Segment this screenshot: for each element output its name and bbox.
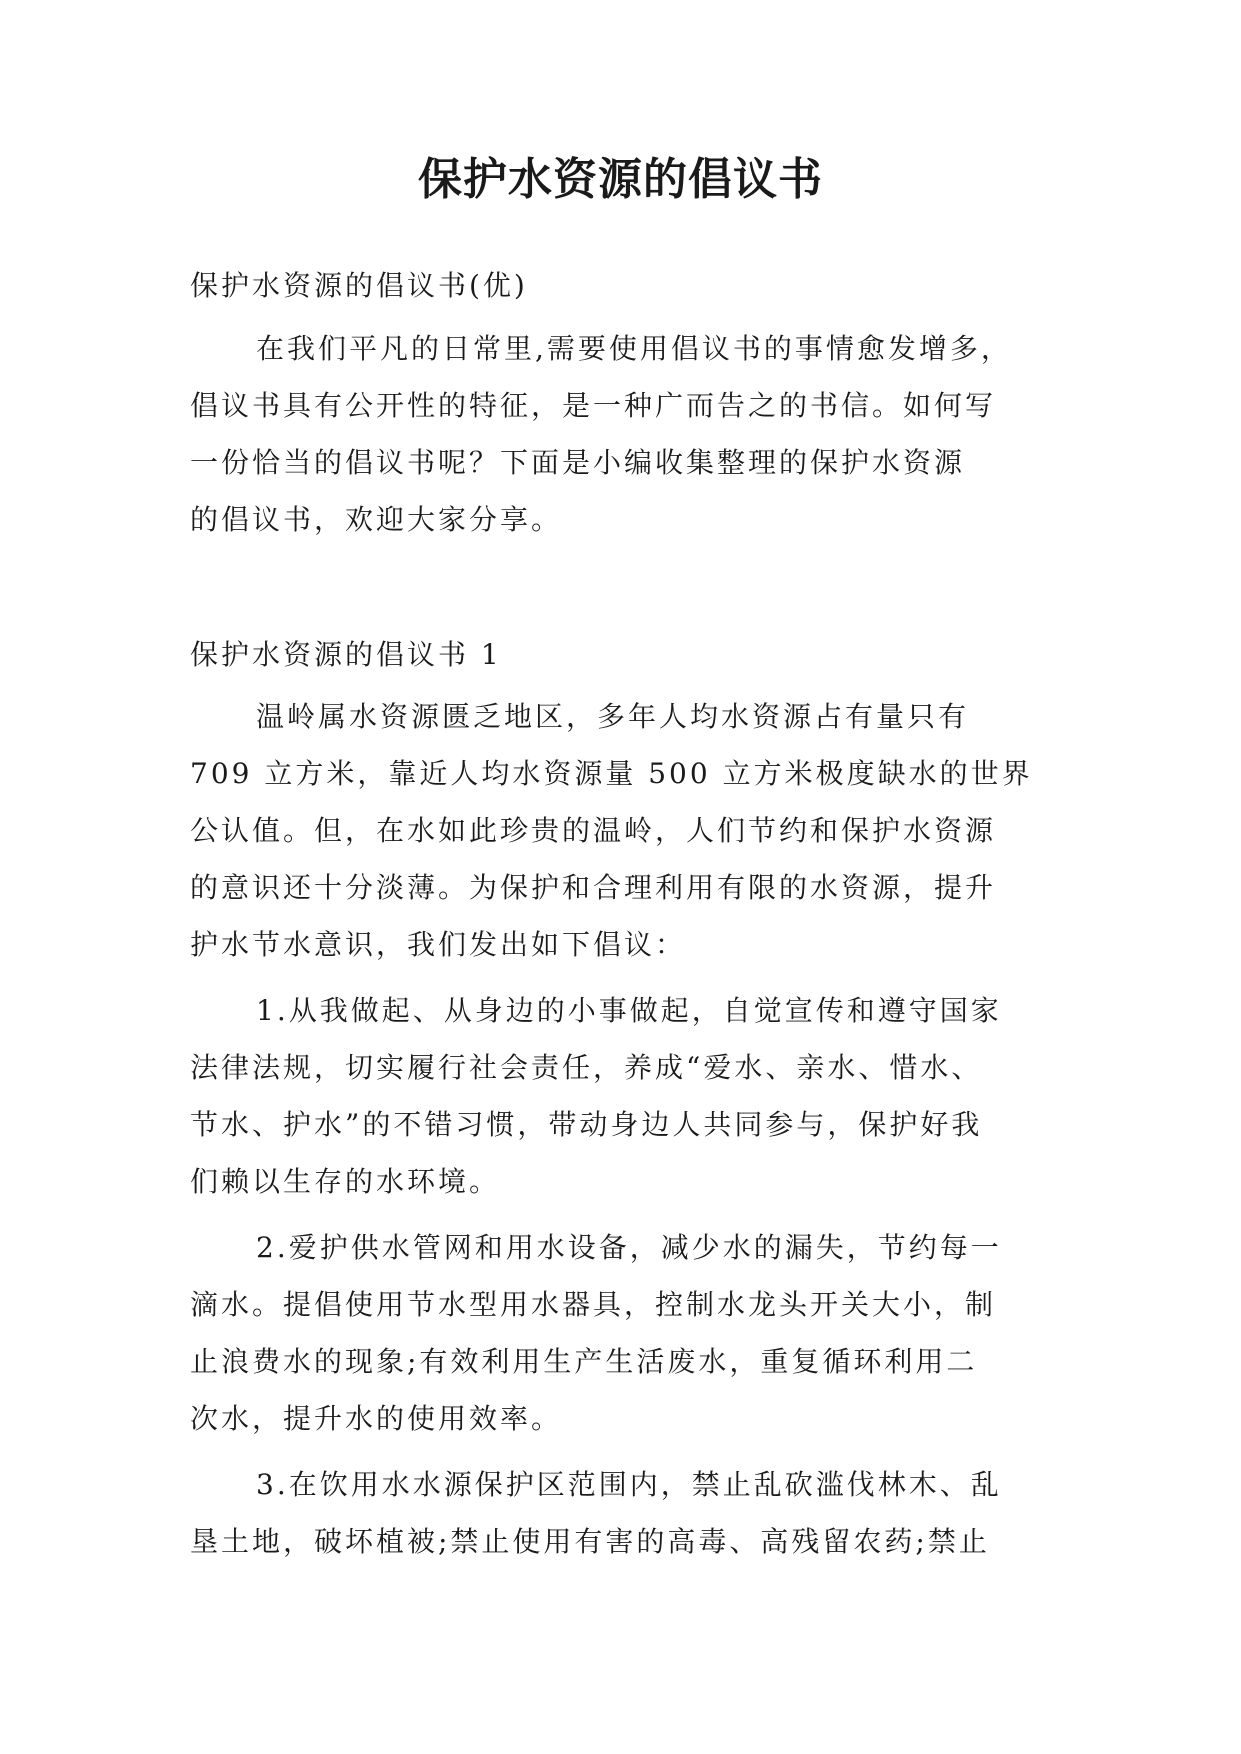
paragraph-line: 709 立方米，靠近人均水资源量 500 立方米极度缺水的世界 bbox=[190, 757, 1033, 790]
paragraph-line: 在我们平凡的日常里,需要使用倡议书的事情愈发增多， bbox=[256, 332, 1012, 365]
subtitle-line: 保护水资源的倡议书(优) bbox=[190, 269, 528, 302]
paragraph-line: 们赖以生存的水环境。 bbox=[190, 1165, 501, 1198]
paragraph-line: 次水，提升水的使用效率。 bbox=[190, 1402, 563, 1435]
paragraph-line: 公认值。但，在水如此珍贵的温岭，人们节约和保护水资源 bbox=[190, 814, 997, 847]
paragraph-line: 一份恰当的倡议书呢？下面是小编收集整理的保护水资源 bbox=[190, 446, 966, 479]
paragraph-line: 1.从我做起、从身边的小事做起，自觉宣传和遵守国家 bbox=[256, 994, 1002, 1027]
paragraph-line: 温岭属水资源匮乏地区，多年人均水资源占有量只有 bbox=[256, 700, 970, 733]
paragraph-line: 护水节水意识，我们发出如下倡议： bbox=[190, 928, 687, 961]
paragraph-line: 垦土地，破坏植被;禁止使用有害的高毒、高残留农药;禁止 bbox=[190, 1525, 990, 1558]
paragraph-line: 的倡议书，欢迎大家分享。 bbox=[190, 503, 563, 536]
paragraph-line: 止浪费水的现象;有效利用生产生活废水，重复循环利用二 bbox=[190, 1345, 978, 1378]
paragraph-line: 2.爱护供水管网和用水设备，减少水的漏失，节约每一 bbox=[256, 1231, 1002, 1264]
section-heading: 保护水资源的倡议书 1 bbox=[190, 638, 502, 671]
document-title: 保护水资源的倡议书 bbox=[418, 154, 823, 205]
paragraph-line: 滴水。提倡使用节水型用水器具，控制水龙头开关大小，制 bbox=[190, 1288, 997, 1321]
paragraph-line: 节水、护水”的不错习惯，带动身边人共同参与，保护好我 bbox=[190, 1108, 983, 1141]
paragraph-line: 3.在饮用水水源保护区范围内，禁止乱砍滥伐林木、乱 bbox=[256, 1468, 1002, 1501]
paragraph-line: 倡议书具有公开性的特征，是一种广而告之的书信。如何写 bbox=[190, 389, 997, 422]
paragraph-line: 的意识还十分淡薄。为保护和合理利用有限的水资源，提升 bbox=[190, 871, 997, 904]
paragraph-line: 法律法规，切实履行社会责任，养成“爱水、亲水、惜水、 bbox=[190, 1051, 983, 1084]
